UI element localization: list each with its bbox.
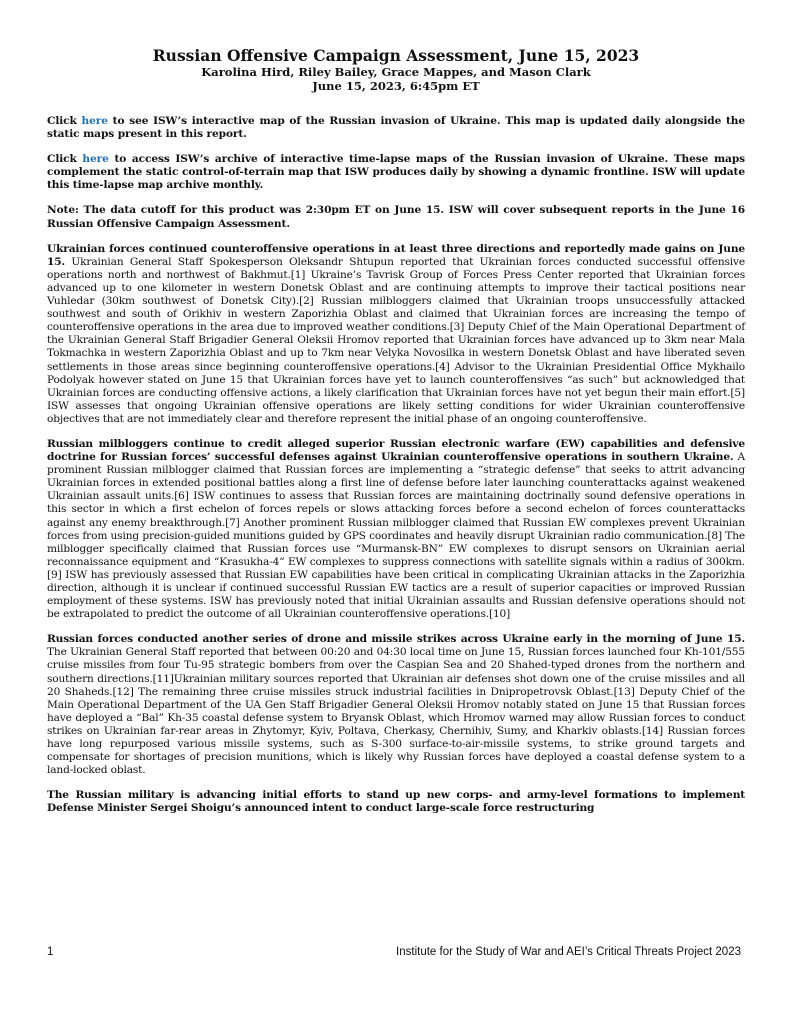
paragraph-lead: Russian forces conducted another series of drone and missile strikes across Ukraine early in the morning of June 15.: [47, 633, 745, 646]
footer-organization: Institute for the Study of War and AEI’s Critical Threats Project 2023: [396, 946, 741, 958]
paragraph-strikes: Russian forces conducted another series of drone and missile strikes across Ukraine early in the morning of June 15. The Ukrainian General Staff reported that between 00:20 and 04:30 local time on June 15, Russian forces launched four Kh-101/555 cruise missiles from four Tu-95 strategic bombers from over the Caspian Sea and 20 Shahed-typed drones from the northern and southern directions.[11]Ukrainian military sources reported that Ukrainian air defenses shot down one of the cruise missiles and all 20 Shaheds.[12] The remaining three cruise missiles struck industrial facilities in Dnipropetrovsk Oblast.[13] Deputy Chief of the Main Operational Department of the UA Gen Staff Brigadier General Oleksii Hromov notably stated on June 15 that Russian forces have deployed a “Bal” Kh-35 coastal defense system to Bryansk Oblast, which Hromov warned may allow Russian forces to conduct strikes on Ukrainian far-rear areas in Zhytomyr, Kyiv, Poltava, Cherkasy, Chernihiv, Sumy, and Kharkiv oblasts.[14] Russian forces have long repurposed various missile systems, such as S-300 surface-to-air-missile systems, to strike ground targets and compensate for shortages of precision munitions, which is likely why Russian forces have deployed a coastal defense system to a land-locked oblast.: [47, 633, 745, 777]
paragraph-lead: The Russian military is advancing initial efforts to stand up new corps- and army-level formations to implement Defense Minister Sergei Shoigu’s announced intent to conduct large-scale force restructuring: [47, 789, 745, 815]
paragraph-force-restructuring: [47, 789, 745, 815]
interactive-map-note: Click here to see ISW’s interactive map of the Russian invasion of Ukraine. This map is updated daily alongside the static maps present in this report.: [47, 115, 746, 141]
page-footer: [47, 946, 745, 962]
document-page: [47, 47, 745, 816]
paragraph-electronic-warfare: Russian milbloggers continue to credit alleged superior Russian electronic warfare (EW) capabilities and defensive doctrine for Russian forces’ successful defenses against Ukrainian counteroffensive operations in southern Ukraine. A prominent Russian milblogger claimed that Russian forces are implementing a “strategic defense” that seeks to attrit advancing Ukrainian forces in extended positional battles along a first line of defense before later launching counterattacks against weakened Ukrainian assault units.[6] ISW continues to assess that Russian forces are maintaining doctrinally sound defensive operations in this sector in which a first echelon of forces repels or slows attacking forces before a second echelon of forces counterattacks against any enemy breakthrough.[7] Another prominent Russian milblogger claimed that Russian EW complexes prevent Ukrainian forces from using precision-guided munitions guided by GPS coordinates and heavily disrupt Ukrainian radio communication.[8] The milblogger specifically claimed that Russian forces use “Murmansk-BN” EW complexes to disrupt sensors on Ukrainian aerial reconnaissance equipment and “Krasukha-4” EW complexes to suppress connections with satellite signals within a radius of 300km.[9] ISW has previously assessed that Russian EW capabilities have been critical in complicating Ukrainian attacks in the Zaporizhia direction, although it is unclear if continued successful Russian EW tactics are a result of superior capacities or improved Russian employment of these systems. ISW has previously noted that initial Ukrainian assaults and Russian defensive operations should not be extrapolated to predict the outcome of all Ukrainian counteroffensive operations.[10]: [47, 437, 745, 621]
paragraph-lead: Russian milbloggers continue to credit alleged superior Russian electronic warfare (EW) capabilities and defensive doctrine for Russian forces’ successful defenses against Ukrainian counteroffensive operations in southern Ukraine.: [47, 437, 745, 464]
page-number: 1: [47, 946, 54, 958]
document-authors: Karolina Hird, Riley Bailey, Grace Mappes, and Mason Clark: [201, 65, 591, 79]
interactive-map-link[interactable]: here: [81, 115, 108, 127]
data-cutoff-note: Note: The data cutoff for this product was 2:30pm ET on June 15. ISW will cover subsequent reports in the June 16 Russian Offensive Campaign Assessment.: [47, 204, 745, 230]
paragraph-counteroffensive: Ukrainian forces continued counteroffensive operations in at least three directions and reportedly made gains on June 15. Ukrainian General Staff Spokesperson Oleksandr Shtupun reported that Ukrainian forces conducted successful offensive operations north and northwest of Bakhmut.[1] Ukraine’s Tavrisk Group of Forces Press Center reported that Ukrainian forces advanced up to one kilometer in western Donetsk Oblast and are continuing attempts to improve their tactical positions near Vuhledar (30km southwest of Donetsk City).[2] Russian milbloggers claimed that Ukrainian troops unsuccessfully attacked southwest and south of Orikhiv in western Zaporizhia Oblast and claimed that Ukrainian forces are increasing the tempo of counteroffensive operations in the area due to improved weather conditions.[3] Deputy Chief of the Main Operational Department of the Ukrainian General Staff Brigadier General Oleksii Hromov reported that Ukrainian forces have advanced up to 3km near Mala Tokmachka in western Zaporizhia Oblast and up to 7km near Velyka Novosilka in western Donetsk Oblast and have liberated seven settlements in those areas since beginning counteroffensive operations.[4] Advisor to the Ukrainian Presidential Office Mykhailo Podolyak however stated on June 15 that Ukrainian forces have yet to launch counteroffensives “as such” but acknowledged that Ukrainian forces are conducting offensive actions, a likely clarification that Ukrainian forces have not yet begun their main effort.[5] ISW assesses that ongoing Ukrainian offensive operations are likely setting conditions for wider Ukrainian counteroffensive objectives that are not immediately clear and therefore represent the initial phase of an ongoing counteroffensive.: [47, 242, 745, 425]
timelapse-archive-note: Click here to access ISW’s archive of interactive time-lapse maps of the Russian invasion of Ukraine. These maps complement the static control-of-terrain map that ISW produces daily by showing a dynamic frontline. ISW will update this time-lapse map archive monthly.: [47, 153, 745, 192]
document-title: Russian Offensive Campaign Assessment, June 15, 2023: [152, 46, 640, 65]
document-date: June 15, 2023, 6:45pm ET: [312, 79, 480, 93]
paragraph-lead: Ukrainian forces continued counteroffensive operations in at least three directions and reportedly made gains on June 15.: [47, 242, 745, 268]
timelapse-archive-link[interactable]: here: [82, 153, 109, 166]
